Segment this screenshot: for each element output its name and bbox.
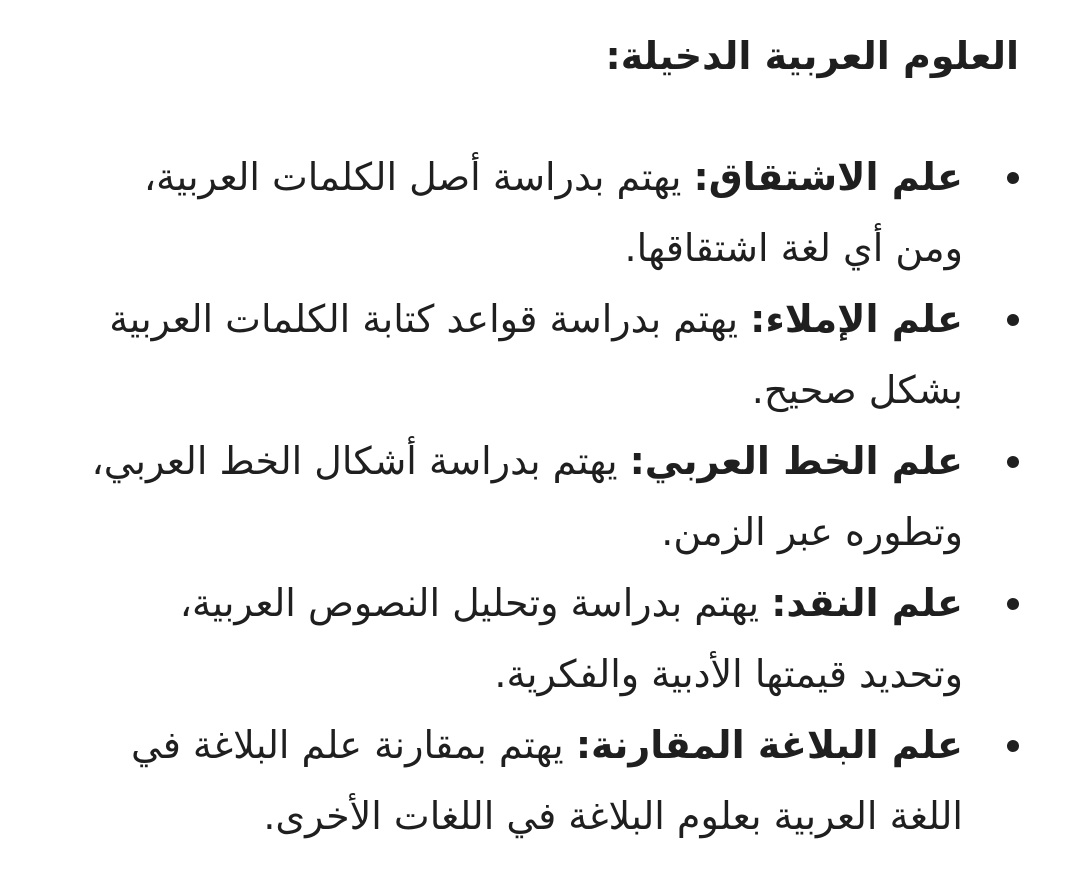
bullet-icon <box>1007 172 1019 184</box>
item-term: علم النقد: <box>771 581 963 625</box>
section-heading: العلوم العربية الدخيلة: <box>605 34 1019 78</box>
item-term: علم الاشتقاق: <box>693 155 963 199</box>
document-body <box>70 22 1019 852</box>
bullet-icon <box>1007 456 1019 468</box>
item-term: علم الخط العربي: <box>629 439 963 483</box>
item-term: علم البلاغة المقارنة: <box>575 723 963 767</box>
item-description: يهتم بدراسة وتحليل النصوص العربية، وتحديد قيمتها الأدبية والفكرية. <box>179 581 963 696</box>
list-item <box>70 710 1019 852</box>
bullet-icon <box>1007 598 1019 610</box>
bullet-icon <box>1007 314 1019 326</box>
list-item <box>70 426 1019 568</box>
item-term: علم الإملاء: <box>750 297 963 341</box>
list-item <box>70 142 1019 284</box>
list-item <box>70 568 1019 710</box>
item-description: يهتم بدراسة أشكال الخط العربي، وتطوره عبر الزمن. <box>91 439 963 554</box>
topic-list <box>70 142 1019 852</box>
bullet-icon <box>1007 740 1019 752</box>
item-description: يهتم بدراسة قواعد كتابة الكلمات العربية بشكل صحيح. <box>109 297 963 412</box>
list-item <box>70 284 1019 426</box>
item-description: يهتم بمقارنة علم البلاغة في اللغة العربية بعلوم البلاغة في اللغات الأخرى. <box>131 723 963 838</box>
item-description: يهتم بدراسة أصل الكلمات العربية، ومن أي لغة اشتقاقها. <box>143 155 963 270</box>
